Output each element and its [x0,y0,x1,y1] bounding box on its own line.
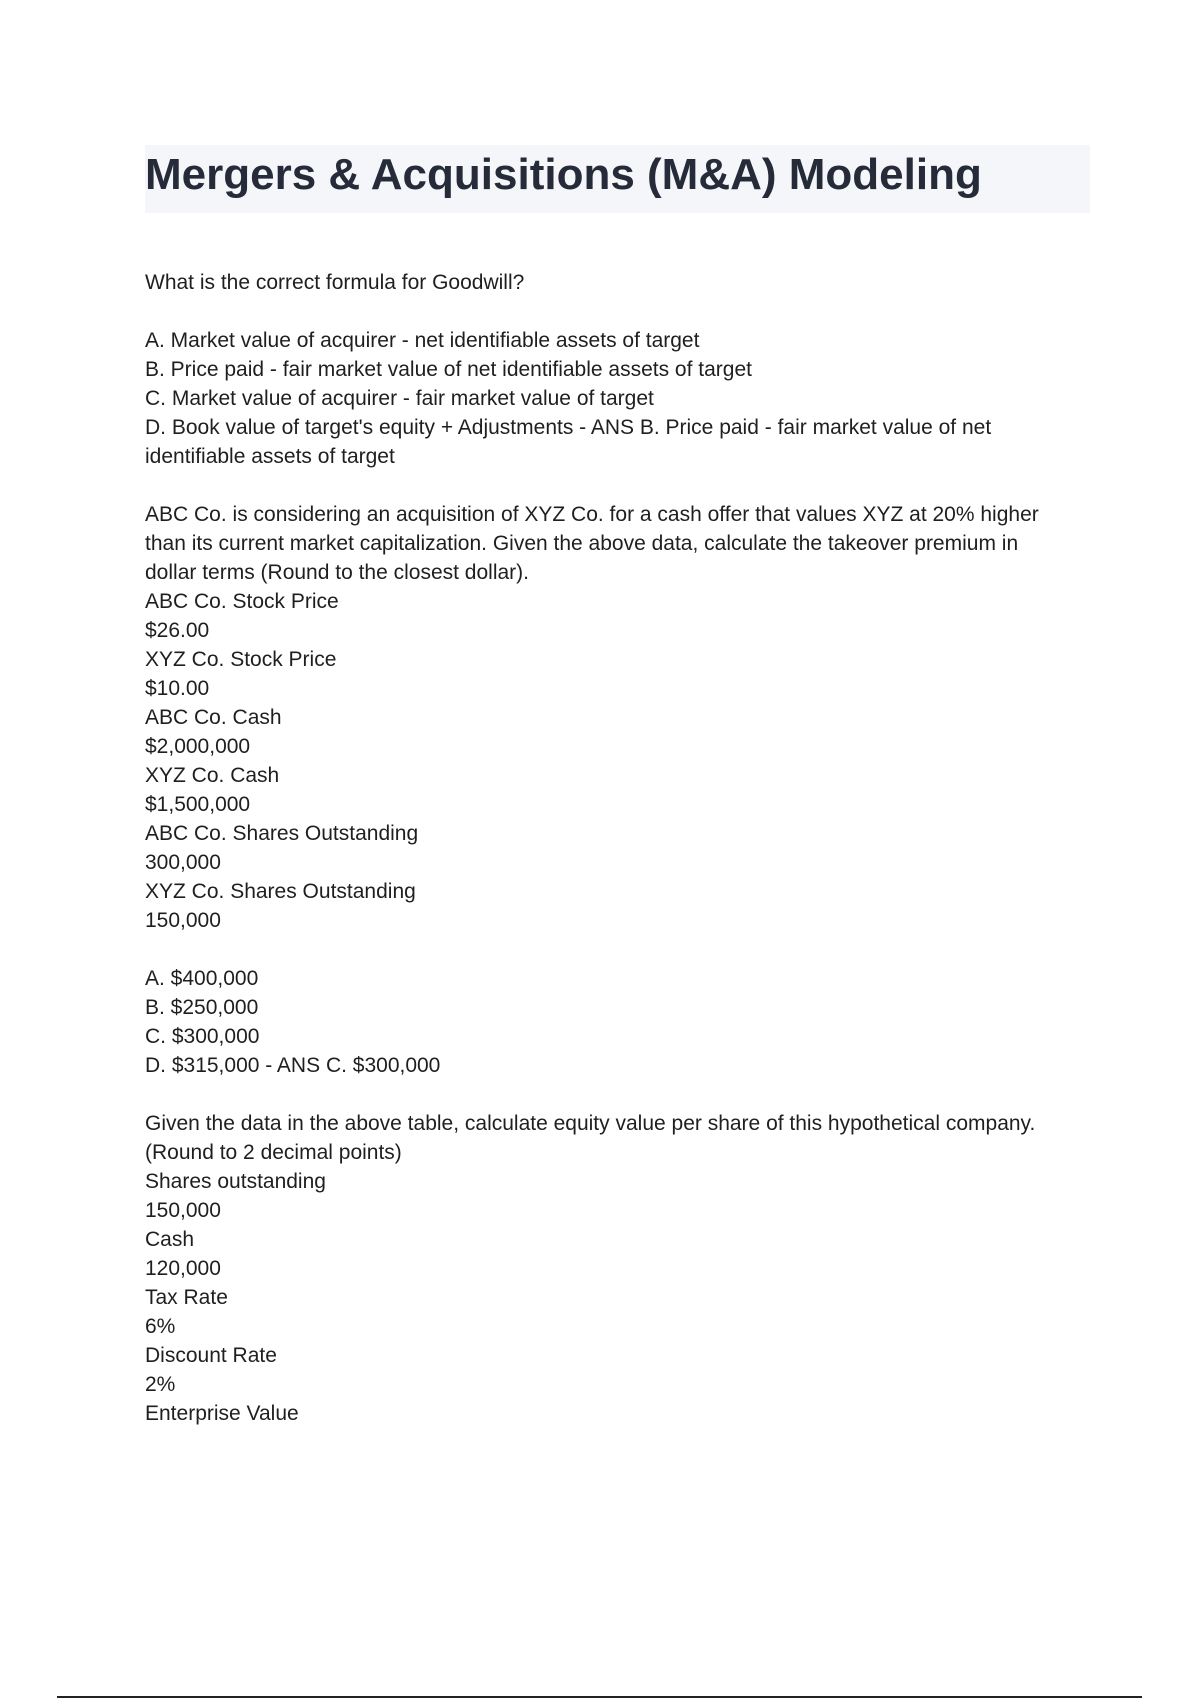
question-2-line-1: ABC Co. is considering an acquisition of XYZ Co. for a cash offer that values XYZ at 20% higher [145,503,1039,526]
data-value: 120,000 [145,1257,221,1280]
option-a: A. $400,000 [145,967,259,990]
option-c: C. $300,000 [145,1025,260,1048]
option-d-answer-line-1: D. Book value of target's equity + Adjustments - ANS B. Price paid - fair market value of net [145,416,992,439]
question-2-line-2: than its current market capitalization. Given the above data, calculate the takeover premium in [145,532,1019,555]
data-value: 150,000 [145,909,221,932]
question-2 [145,500,1095,935]
option-d-answer-line-2: identifiable assets of target [145,445,395,468]
data-label: XYZ Co. Stock Price [145,648,337,671]
data-value: $1,500,000 [145,793,251,816]
data-label: Cash [145,1228,195,1251]
data-label: ABC Co. Cash [145,706,282,729]
data-label: Tax Rate [145,1286,228,1309]
question-3-line-1: Given the data in the above table, calculate equity value per share of this hypothetical company. [145,1112,1036,1135]
data-label: Enterprise Value [145,1402,299,1425]
data-value: 6% [145,1315,176,1338]
data-value: 300,000 [145,851,221,874]
data-label: ABC Co. Stock Price [145,590,339,613]
option-a: A. Market value of acquirer - net identifiable assets of target [145,329,700,352]
option-c: C. Market value of acquirer - fair market value of target [145,387,654,410]
data-value: $2,000,000 [145,735,251,758]
page-title: Mergers & Acquisitions (M&A) Modeling [145,150,982,199]
question-2-options [145,964,1095,1080]
option-d-answer: D. $315,000 - ANS C. $300,000 [145,1054,441,1077]
question-1-options [145,326,1095,471]
data-label: XYZ Co. Cash [145,764,280,787]
data-value: 150,000 [145,1199,221,1222]
data-label: Discount Rate [145,1344,277,1367]
option-b: B. $250,000 [145,996,259,1019]
document-body [145,268,1095,1457]
data-value: $10.00 [145,677,210,700]
question-2-line-3: dollar terms (Round to the closest dollar). [145,561,529,584]
data-value: $26.00 [145,619,210,642]
data-label: ABC Co. Shares Outstanding [145,822,419,845]
data-label: Shares outstanding [145,1170,326,1193]
data-value: 2% [145,1373,176,1396]
question-3-line-2: (Round to 2 decimal points) [145,1141,402,1164]
question-3 [145,1109,1095,1428]
data-label: XYZ Co. Shares Outstanding [145,880,416,903]
footer-divider [57,1696,1142,1698]
question-1 [145,268,1095,297]
question-1-text: What is the correct formula for Goodwill? [145,271,525,294]
option-b: B. Price paid - fair market value of net identifiable assets of target [145,358,752,381]
